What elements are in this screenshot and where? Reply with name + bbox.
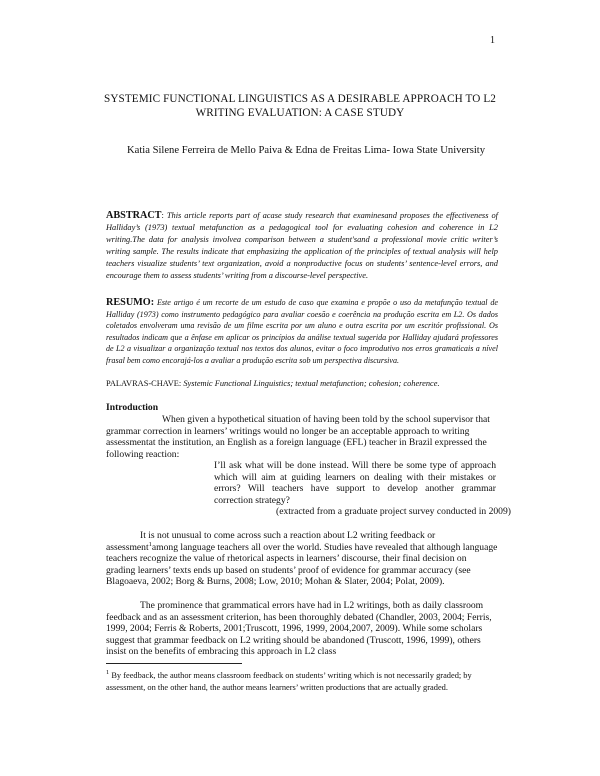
keywords-label: PALAVRAS-CHAVE: (106, 379, 182, 388)
block-quote: I’ll ask what will be done instead. Will there be some type of approach which will aim at guiding learners on dealing with their mistakes or errors? Will teachers have support to develop another grammar correction strategy? (214, 460, 496, 506)
paragraph-1: When given a hypothetical situation of having been told by the school supervisor that grammar correction in learners’ writings would no longer be an acceptable approach to writing assessmentat the institution, an English as a foreign language (EFL) teacher in Brazil expressed the following reaction: (106, 414, 490, 460)
keywords (106, 379, 506, 388)
paragraph-2-start: It is not unusual to come across such a reaction about L2 writing feedback or assessment (106, 530, 436, 553)
footnote-ref[interactable]: 1 (148, 540, 152, 548)
paragraph-2-end: among language teachers all over the world. Studies have revealed that although language teachers recognize the value of rhetorical aspects in learners’ discourse, their final decision on grading learners’ texts ends up based on students’ proof of evidence for grammar accuracy (see Blagoaeva, 2002; Borg & Burns, 2008; Low, 2010; Mohan & Slater, 2004; Polat, 2009). (106, 541, 498, 588)
abstract: ABSTRACT: This article reports part of acase study research that examinesand proposes the effectiveness of Halliday’s (1973) textual metafunction as a pedagogical tool for evaluating cohesion and coherence in L2 writing.The data for analysis involvea comparison between a student'sand a professional movie critic writer’s writing sample. The results indicate that emphasizing the application of the principles of textual analysis will help teachers visualize students’ text organization, avoid a nonproductive focus on students’ sentence-level errors, and encourage them to assess students’ writing from a discourse-level perspective. (106, 210, 498, 281)
page-number: 1 (490, 35, 495, 46)
title-line-1: SYSTEMIC FUNCTIONAL LINGUISTICS AS A DESIRABLE APPROACH TO L2 (104, 93, 496, 105)
authors: Katia Silene Ferreira de Mello Paiva & Edna de Freitas Lima- Iowa State University (126, 145, 486, 156)
footnote-divider (106, 663, 242, 664)
title-line-2: WRITING EVALUATION: A CASE STUDY (195, 107, 405, 119)
section-heading-introduction: Introduction (106, 402, 159, 413)
footnote (106, 670, 498, 693)
footnote-mark: 1 (106, 669, 110, 677)
paragraph-3: The prominence that grammatical errors have had in L2 writings, both as daily classroom feedback and as an assessment criterion, has been thoroughly debated (Chandler, 2003, 2004; Ferris, 1999, 2004; Ferris & Roberts, 2001;Truscott, 1996, 1999, 2004,2007, 2009). While some scholars suggest that grammar feedback on L2 writing should be abandoned (Truscott, 1996, 1999), others insist on the benefits of embracing this approach in L2 class (106, 600, 492, 658)
abstract-label: ABSTRACT (106, 210, 162, 221)
quote-source: (extracted from a graduate project survey conducted in 2009) (276, 506, 511, 517)
resumo-label: RESUMO: (106, 297, 155, 308)
resumo (106, 297, 498, 367)
paragraph-2 (106, 530, 498, 588)
footnote-text: By feedback, the author means classroom feedback on students’ writing which is not necessarily graded; by assessment, on the other hand, the author means learners’ written productions that are actually graded. (106, 671, 472, 692)
keywords-list: Systemic Functional Linguistics; textual metafunction; cohesion; coherence. (183, 379, 440, 388)
paper-title (90, 92, 510, 120)
abstract-text: This article reports part of acase study research that examinesand proposes the effectiveness of Halliday’s (1973) textual metafunction as a pedagogical tool for evaluating cohesion and coherence in L2 writing.The data for analysis involvea comparison between a student'sand a professional movie critic writer’s writing sample. The results indicate that emphasizing the application of the principles of textual analysis will help teachers visualize students’ text organization, avoid a nonproductive focus on students’ sentence-level errors, and encourage them to assess students’ writing from a discourse-level perspective. (106, 211, 498, 281)
resumo-text: Este artigo é um recorte de um estudo de caso que examina e propõe o uso da metafunção textual de Halliday (1973) como instrumento pedagógico para avaliar coesão e coerência na produção escrita em L2. Os dados coletados envolveram uma revisão de um filme escrita por um aluno e outra escrita por um escritór profissional. Os resultados indicam que a ênfase em aplicar os princípios da análise textual sugerida por Halliday ajudará professores de L2 a visualizar a organização textual nos textos dos alunos, evitar o foco improdutivo nos erros gramaticais a nível frasal bem como encorajá-los a avaliar a produção escrita sob um perspectiva discursiva. (106, 298, 499, 365)
